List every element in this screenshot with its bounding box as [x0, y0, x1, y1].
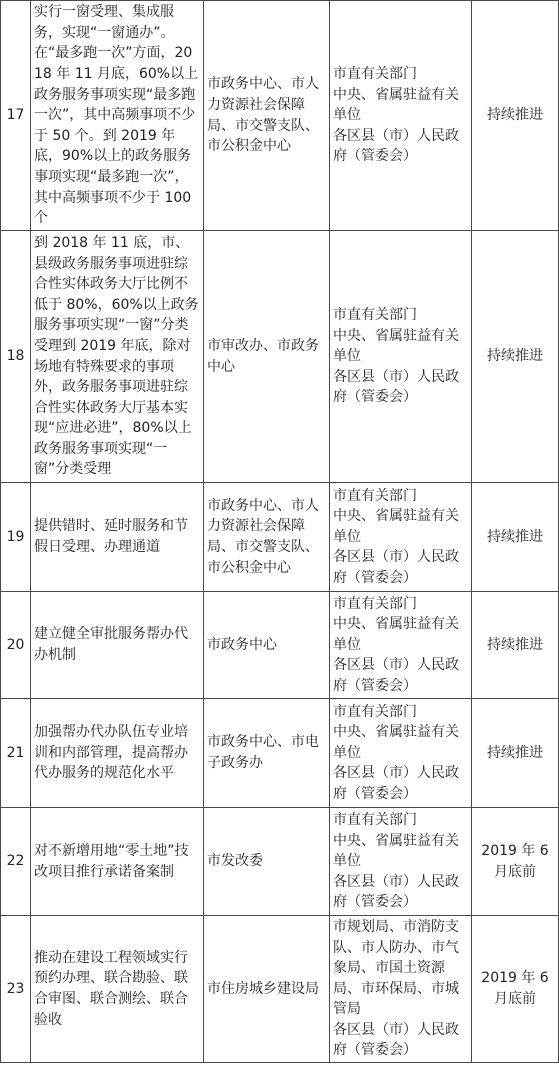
coop-line: 市直有关部门 中央、省属驻益有关单位 各区县（市）人民政府（管委会）	[333, 595, 459, 694]
completion-time: 持续推进	[472, 699, 559, 808]
lead-unit: 市政务中心	[204, 592, 330, 699]
row-number: 20	[1, 592, 31, 699]
cooperating-units	[330, 699, 472, 808]
coop-line: 市直有关部门 中央、省属驻益有关单位 各区县（市）人民政府（管委会）	[333, 307, 459, 406]
row-number: 17	[1, 1, 31, 231]
coop-line: 市直有关部门 中央、省属驻益有关单位 各区县（市）人民政府（管委会）	[333, 812, 459, 911]
cooperating-units	[330, 808, 472, 916]
completion-time: 2019 年 6 月底前	[472, 808, 559, 916]
task-description: 提供错时、延时服务和节假日受理、办理通道	[31, 483, 204, 592]
task-description: 建立健全审批服务帮办代办机制	[31, 592, 204, 699]
row-number: 23	[1, 916, 31, 1063]
cooperating-units	[330, 231, 472, 483]
task-description: 实行一窗受理、集成服务，实现“一窗通办”。在“最多跑一次”方面，2018 年 11 月底，60%以上政务服务事项实现“最多跑一次”，其中高频事项不少于 50 个。到 2019 年底，90%以上的政务服务事项实现“最多跑一次”，其中高频事项不少于 100 个	[31, 1, 204, 231]
completion-time: 持续推进	[472, 592, 559, 699]
lead-unit: 市审改办、市政务中心	[204, 231, 330, 483]
table-row	[1, 592, 559, 699]
table-row	[1, 1, 559, 231]
completion-time: 2019 年 6 月底前	[472, 916, 559, 1063]
row-number: 21	[1, 699, 31, 808]
completion-time: 持续推进	[472, 231, 559, 483]
lead-unit: 市发改委	[204, 808, 330, 916]
table-row	[1, 231, 559, 483]
coop-line: 市直有关部门 中央、省属驻益有关单位 各区县（市）人民政府（管委会）	[333, 487, 459, 586]
lead-unit: 市政务中心、市人力资源社会保障局、市交警支队、市公积金中心	[204, 1, 330, 231]
coop-line: 市规划局、市消防支队、市人防办、市气象局、市国土资源局、市环保局、市城管局 各区县（市）人民政府（管委会）	[333, 918, 459, 1059]
completion-time: 持续推进	[472, 483, 559, 592]
row-number: 22	[1, 808, 31, 916]
task-description: 推动在建设工程领域实行预约办理、联合勘验、联合审图、联合测绘、联合验收	[31, 916, 204, 1063]
cooperating-units	[330, 592, 472, 699]
table-row	[1, 916, 559, 1063]
lead-unit: 市政务中心、市人力资源社会保障局、市交警支队、市公积金中心	[204, 483, 330, 592]
lead-unit: 市政务中心、市电子政务办	[204, 699, 330, 808]
task-description: 对不新增用地“零土地”技改项目推行承诺备案制	[31, 808, 204, 916]
table-row	[1, 699, 559, 808]
task-description: 加强帮办代办队伍专业培训和内部管理，提高帮办代办服务的规范化水平	[31, 699, 204, 808]
cooperating-units	[330, 916, 472, 1063]
completion-time: 持续推进	[472, 1, 559, 231]
lead-unit: 市住房城乡建设局	[204, 916, 330, 1063]
coop-line: 市直有关部门 中央、省属驻益有关单位 各区县（市）人民政府（管委会）	[333, 66, 459, 165]
row-number: 19	[1, 483, 31, 592]
coop-line: 市直有关部门 中央、省属驻益有关单位 各区县（市）人民政府（管委会）	[333, 703, 459, 802]
row-number: 18	[1, 231, 31, 483]
task-description: 到 2018 年 11 底，市、县级政务服务事项进驻综合性实体政务大厅比例不低于 80%，60%以上政务服务事项实现“一窗”分类受理到 2019 年底，除对场地有特殊要求的事项外，政务服务事项进驻综合性实体政务大厅基本实现“应进必进”，80%以上政务服务事项实现“一窗”分类受理	[31, 231, 204, 483]
cooperating-units	[330, 483, 472, 592]
table-row	[1, 808, 559, 916]
cooperating-units	[330, 1, 472, 231]
table-row	[1, 483, 559, 592]
